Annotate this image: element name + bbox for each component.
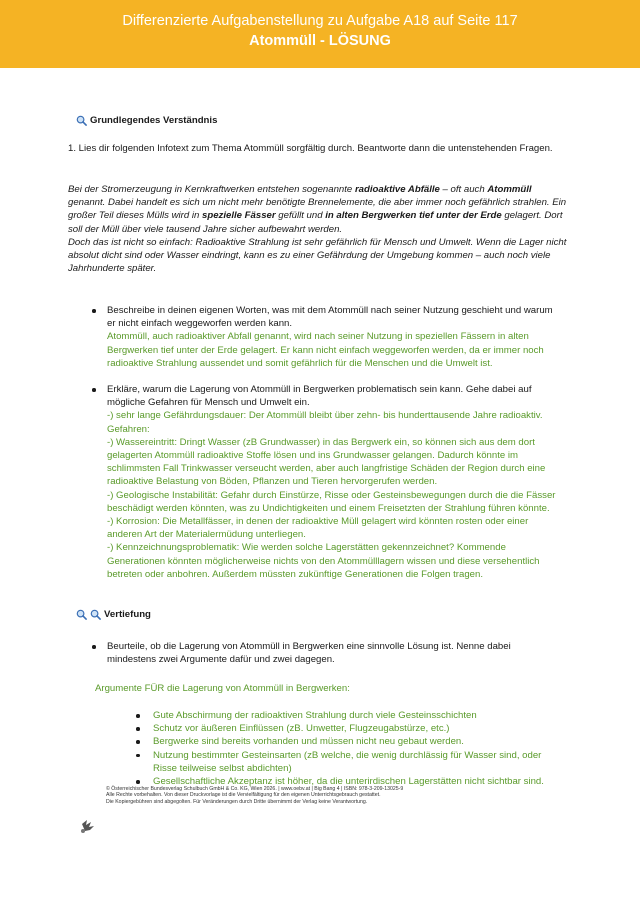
page-header: [0, 0, 640, 68]
footer-line: Die Kopiergebühren sind abgegolten. Für Veränderungen durch Dritte übernimmt der Verlag keine Verantwortung.: [106, 798, 368, 805]
question-2: [92, 383, 562, 581]
infotext-paragraph-1: [68, 183, 568, 236]
infotext-emphasis: in alten Bergwerken tief unter der Erde: [325, 210, 502, 222]
answer-2-line: Gefahren:: [107, 423, 150, 435]
answer-2-line: -) Geologische Instabilität: Gefahr durch Einstürze, Risse oder Gesteinsbewegungen durch die die Fässer beschädigt werden könnten, was zu Undichtigkeiten und einem Freisetzten der Strahlung führen könnte.: [107, 489, 556, 514]
magnifier-icon: [90, 609, 101, 620]
infotext-run: genannt. Dabei handelt es sich um nicht mehr benötigte Brennelemente, die aber immer noch gefährlich strahlen. Ein großer Teil dieses Mülls wird in: [68, 197, 567, 222]
list-item: Bergwerke sind bereits vorhanden und müssen nicht neu gebaut werden.: [136, 735, 566, 748]
header-title: Differenzierte Aufgabenstellung zu Aufgabe A18 auf Seite 117: [122, 13, 518, 29]
magnifier-icon: [76, 609, 87, 620]
infotext-run: Bei der Stromerzeugung in Kernkraftwerken entstehen sogenannte: [68, 184, 355, 195]
bullet-dot: [92, 309, 96, 313]
infotext-run: gefüllt und: [275, 210, 326, 222]
infotext-run: – oft auch: [439, 184, 488, 195]
footer-line: © Österreichischer Bundesverlag Schulbuch GmbH & Co. KG, Wien 2026. | www.oebv.at | Big Bang 4 | ISBN: 978-3-209-13025-9: [106, 786, 404, 792]
bullet-dot: [92, 388, 96, 392]
question-1-text: Beschreibe in deinen eigenen Worten, was mit dem Atommüll nach seiner Nutzung geschieht und warum er nicht einfach weggeworfen werden kann.: [107, 305, 553, 330]
question-3: [92, 640, 562, 666]
list-item: Gesellschaftliche Akzeptanz ist höher, da die unterirdischen Lagerstätten nicht sichtbar sind.: [136, 775, 566, 788]
answer-2-line: -) sehr lange Gefährdungsdauer: Der Atommüll bleibt über zehn- bis hunderttausende Jahre radioaktiv.: [107, 410, 543, 422]
section-title-text: Grundlegendes Verständnis: [90, 115, 218, 126]
section-title-text: Vertiefung: [104, 609, 151, 620]
infotext-paragraph-2: Doch das ist nicht so einfach: Radioaktive Strahlung ist sehr gefährlich für Mensch und Umwelt. Wenn die Lager nicht absolut dicht sind oder Wasser eindringt, kann es zu einer Gefährdung der Umgebung kommen – auch noch viele Jahrhunderte später.: [68, 237, 567, 275]
infotext-run: gelagert. Dort soll der Müll über viele tausend Jahre sicher aufbewahrt werden.: [68, 210, 563, 235]
section-title-grundlegend: [76, 115, 217, 126]
infotext-emphasis: spezielle Fässer: [202, 210, 276, 222]
pro-arguments-list: [136, 709, 566, 788]
magnifier-icon: [76, 115, 87, 126]
task-instruction: 1. Lies dir folgenden Infotext zum Thema Atommüll sorgfältig durch. Beantworte dann die untenstehenden Fragen.: [68, 143, 553, 154]
oebv-logo: [78, 814, 100, 836]
bullet-dot: [136, 754, 140, 758]
bullet-dot: [136, 740, 140, 744]
section-title-vertiefung: [76, 609, 151, 620]
bullet-dot: [92, 645, 96, 649]
header-subtitle: Atommüll - LÖSUNG: [249, 33, 391, 49]
bullet-dot: [136, 714, 140, 718]
footer-line: Alle Rechte vorbehalten. Von dieser Druckvorlage ist die Vervielfältigung für den eigenen Unterrichtsgebrauch gestattet.: [106, 792, 381, 799]
infotext-emphasis: radioaktive Abfälle: [354, 184, 440, 195]
question-1: [92, 304, 562, 370]
answer-1: Atommüll, auch radioaktiver Abfall genannt, wird nach seiner Nutzung in speziellen Fässern in alten Bergwerken tief unter der Erde gelagert. Er kann nicht einfach weggeworfen werden, da er immer noch radioaktive Strahlung aussendet und somit gefährlich für die Menschen und die Umwelt ist.: [107, 331, 544, 369]
list-item: Nutzung bestimmter Gesteinsarten (zB welche, die wenig durchlässig für Wasser sind, oder Risse teilweise selbst abdichten): [136, 749, 566, 775]
answer-2-line: -) Kennzeichnungsproblematik: Wie werden solche Lagerstätten gekennzeichnet? Kommende Generationen könnten möglicherweise nichts von den Atommülllagern wissen und diese versehentlich betreten oder anbohren. Außerdem müssten zukünftige Generationen die Folgen tragen.: [107, 542, 540, 580]
list-item: Gute Abschirmung der radioaktiven Strahlung durch viele Gesteinsschichten: [136, 709, 566, 722]
answer-2-line: -) Wassereintritt: Dringt Wasser (zB Grundwasser) in das Bergwerk ein, so können sich aus dem dort gelagerten Atommüll radioaktive Stoffe lösen und ins Grundwasser gelangen. Dadurch könnte im schlimmsten Fall Trinkwasser verseucht werden, aber auch langfristige Schäden der Region durch eine radioaktive Belastung von Böden, Pflanzen und Tieren hervorgerufen werden.: [107, 436, 546, 488]
question-2-text: Erkläre, warum die Lagerung von Atommüll in Bergwerken problematisch sein kann. Gehe dabei auf mögliche Gefahren für Mensch und Umwelt ein.: [107, 384, 532, 409]
list-item: Schutz vor äußeren Einflüssen (zB. Unwetter, Flugzeugabstürze, etc.): [136, 722, 566, 735]
question-3-text: Beurteile, ob die Lagerung von Atommüll in Bergwerken eine sinnvolle Lösung ist. Nenne dabei mindestens zwei Argumente dafür und zwei dagegen.: [107, 641, 511, 666]
infotext-emphasis: Atommüll: [487, 184, 532, 195]
bullet-dot: [136, 780, 140, 784]
footer-copyright: [78, 786, 498, 805]
pro-arguments-heading: Argumente FÜR die Lagerung von Atommüll in Bergwerken:: [95, 683, 350, 694]
answer-2-line: -) Korrosion: Die Metallfässer, in denen der radioaktive Müll gelagert wird könnten rosten oder einer anderen Art der Materialermüdung unterliegen.: [107, 516, 529, 541]
bullet-dot: [136, 727, 140, 731]
